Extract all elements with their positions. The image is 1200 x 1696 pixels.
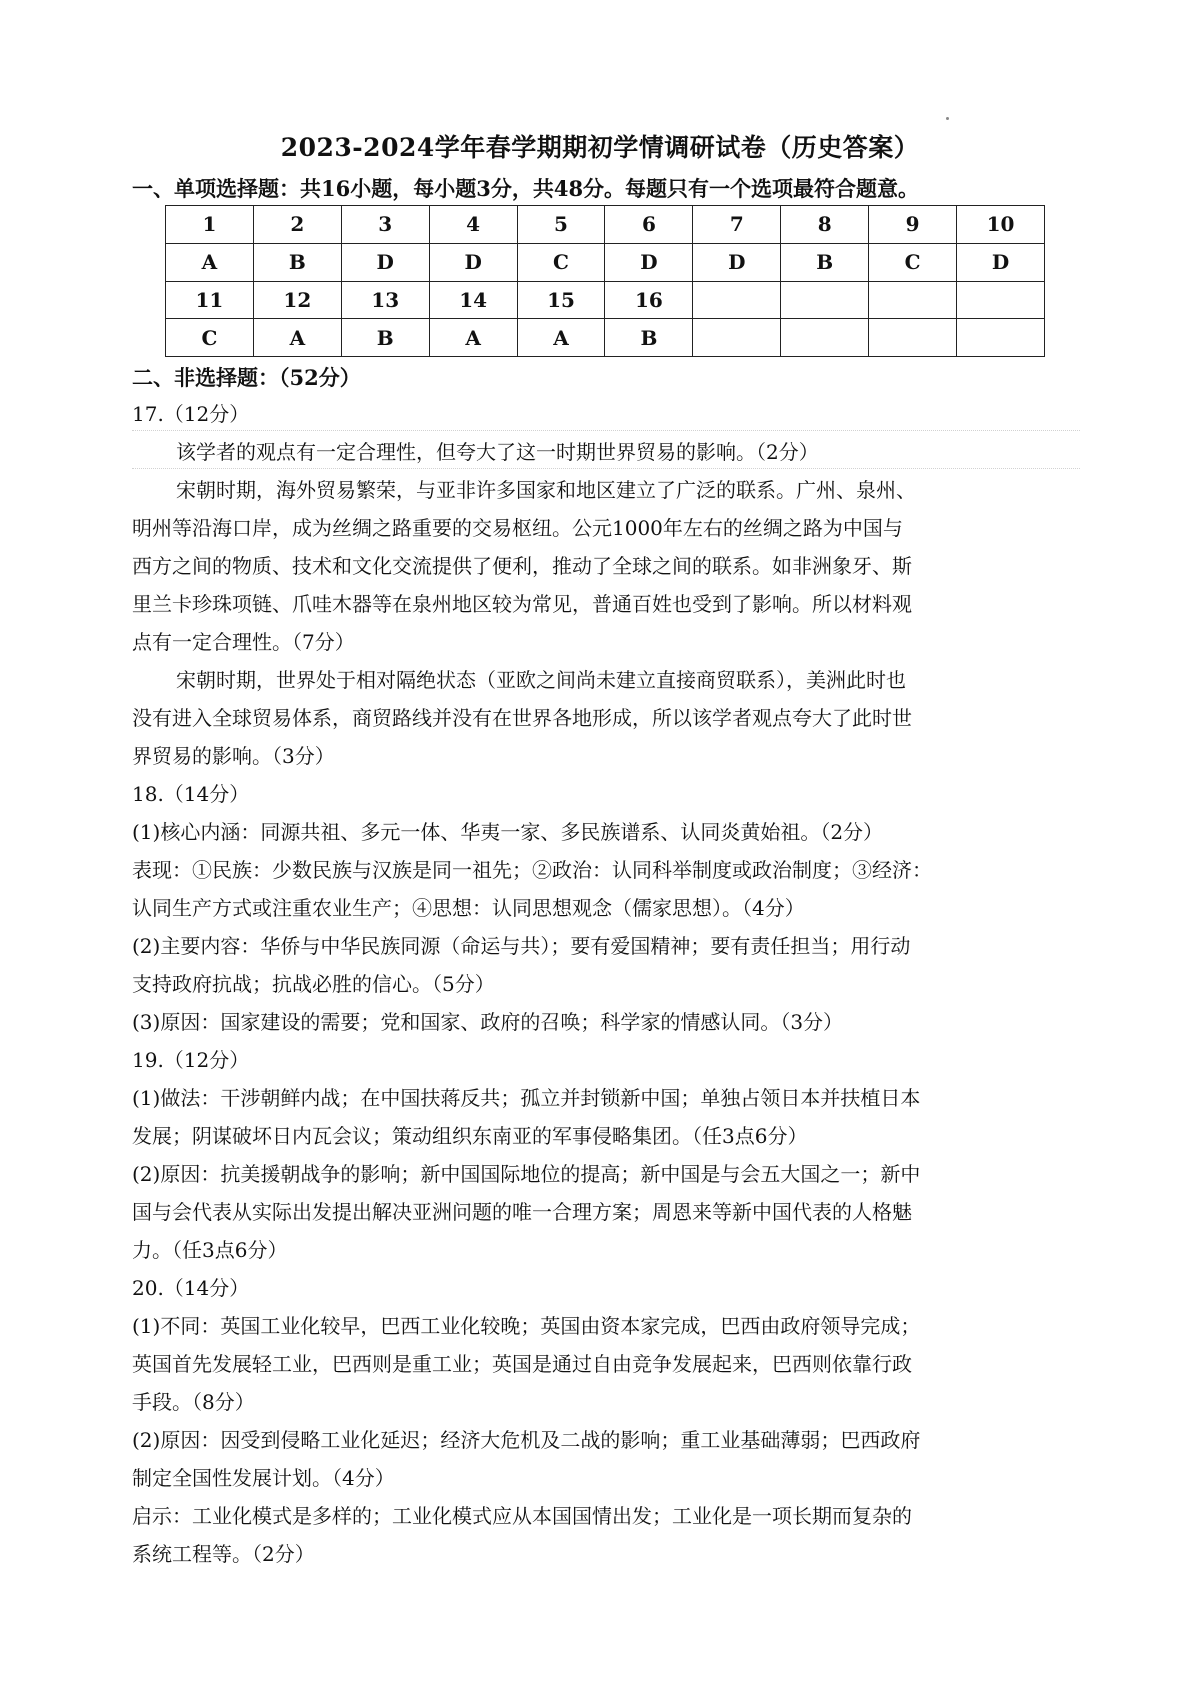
answer-line: 西方之间的物质、技术和文化交流提供了便利，推动了全球之间的联系。如非洲象牙、斯 [132, 554, 912, 578]
answer-line: (1)不同：英国工业化较早，巴西工业化较晚；英国由资本家完成，巴西由政府领导完成； [132, 1314, 921, 1338]
answer-line: 界贸易的影响。（3分） [132, 744, 335, 768]
table-cell: A [253, 319, 341, 357]
table-cell: 9 [869, 206, 957, 244]
table-cell [781, 319, 869, 357]
table-cell: 7 [693, 206, 781, 244]
table-cell [957, 281, 1045, 319]
answer-line: 明州等沿海口岸，成为丝绸之路重要的交易枢纽。公元1000年左右的丝绸之路为中国与 [132, 516, 903, 540]
table-cell: C [869, 243, 957, 281]
table-cell: D [693, 243, 781, 281]
question-19-heading: 19.（12分） [132, 1048, 250, 1072]
table-cell: 10 [957, 206, 1045, 244]
table-cell: B [341, 319, 429, 357]
answer-line: 宋朝时期，世界处于相对隔绝状态（亚欧之间尚未建立直接商贸联系），美洲此时也 [176, 668, 906, 692]
table-cell: C [517, 243, 605, 281]
answer-line: 力。（任3点6分） [132, 1238, 288, 1262]
answer-line: 宋朝时期，海外贸易繁荣，与亚非许多国家和地区建立了广泛的联系。广州、泉州、 [176, 478, 916, 502]
answer-line: 认同生产方式或注重农业生产；④思想：认同思想观念（儒家思想）。（4分） [132, 896, 805, 920]
table-cell: B [605, 319, 693, 357]
table-row [166, 243, 1045, 281]
table-cell: A [517, 319, 605, 357]
section-1-heading: 一、单项选择题：共16小题，每小题3分，共48分。每题只有一个选项最符合题意。 [132, 176, 920, 201]
answer-line: 启示：工业化模式是多样的；工业化模式应从本国国情出发；工业化是一项长期而复杂的 [132, 1504, 912, 1528]
answer-table [165, 205, 1045, 357]
answer-line: 国与会代表从实际出发提出解决亚洲问题的唯一合理方案；周恩来等新中国代表的人格魅 [132, 1200, 912, 1224]
answer-line: 没有进入全球贸易体系，商贸路线并没有在世界各地形成，所以该学者观点夸大了此时世 [132, 706, 912, 730]
answer-line: (3)原因：国家建设的需要；党和国家、政府的召唤；科学家的情感认同。（3分） [132, 1010, 844, 1034]
table-cell: 2 [253, 206, 341, 244]
table-cell: 12 [253, 281, 341, 319]
scan-speck [946, 117, 949, 120]
table-cell: 15 [517, 281, 605, 319]
answer-line: (2)原因：抗美援朝战争的影响；新中国国际地位的提高；新中国是与会五大国之一；新中 [132, 1162, 921, 1186]
answer-line: 里兰卡珍珠项链、爪哇木器等在泉州地区较为常见，普通百姓也受到了影响。所以材料观 [132, 592, 912, 616]
table-cell: A [429, 319, 517, 357]
table-cell [781, 281, 869, 319]
table-cell: B [781, 243, 869, 281]
answer-line: (2)主要内容：华侨与中华民族同源（命运与共）；要有爱国精神；要有责任担当；用行动 [132, 934, 911, 958]
page-title: 2023-2024学年春学期期初学情调研试卷（历史答案） [280, 133, 920, 162]
table-cell: 16 [605, 281, 693, 319]
table-cell: D [429, 243, 517, 281]
answer-line: (1)做法：干涉朝鲜内战；在中国扶蒋反共；孤立并封锁新中国；单独占领日本并扶植日本 [132, 1086, 921, 1110]
question-17-heading: 17.（12分） [132, 402, 250, 426]
table-cell: 14 [429, 281, 517, 319]
answer-line: (2)原因：因受到侵略工业化延迟；经济大危机及二战的影响；重工业基础薄弱；巴西政府 [132, 1428, 921, 1452]
table-cell: 4 [429, 206, 517, 244]
table-cell: D [605, 243, 693, 281]
answer-line: 制定全国性发展计划。（4分） [132, 1466, 395, 1490]
table-cell: 3 [341, 206, 429, 244]
table-cell: 5 [517, 206, 605, 244]
table-cell: C [166, 319, 254, 357]
table-cell: 1 [166, 206, 254, 244]
table-cell: D [341, 243, 429, 281]
table-cell [693, 281, 781, 319]
table-cell: 13 [341, 281, 429, 319]
table-row [166, 206, 1045, 244]
question-20-heading: 20.（14分） [132, 1276, 250, 1300]
table-cell [869, 281, 957, 319]
table-cell: 8 [781, 206, 869, 244]
table-cell: 6 [605, 206, 693, 244]
table-cell: A [166, 243, 254, 281]
answer-line: 发展；阴谋破坏日内瓦会议；策动组织东南亚的军事侵略集团。（任3点6分） [132, 1124, 808, 1148]
answer-line: 英国首先发展轻工业，巴西则是重工业；英国是通过自由竞争发展起来，巴西则依靠行政 [132, 1352, 912, 1376]
table-row [166, 281, 1045, 319]
answer-line: 手段。（8分） [132, 1390, 255, 1414]
table-cell [693, 319, 781, 357]
answer-line: 系统工程等。（2分） [132, 1542, 315, 1566]
answer-line: 表现：①民族：少数民族与汉族是同一祖先；②政治：认同科举制度或政治制度；③经济： [132, 858, 932, 882]
question-18-heading: 18.（14分） [132, 782, 250, 806]
answer-line: (1)核心内涵：同源共祖、多元一体、华夷一家、多民族谱系、认同炎黄始祖。（2分） [132, 820, 884, 844]
answer-line: 该学者的观点有一定合理性，但夸大了这一时期世界贸易的影响。（2分） [176, 440, 819, 464]
section-2-heading: 二、非选择题：（52分） [132, 365, 361, 390]
table-cell [957, 319, 1045, 357]
table-cell: D [957, 243, 1045, 281]
dotted-divider [132, 468, 1080, 469]
table-cell: B [253, 243, 341, 281]
table-cell: 11 [166, 281, 254, 319]
table-cell [869, 319, 957, 357]
answer-line: 点有一定合理性。（7分） [132, 630, 355, 654]
answer-line: 支持政府抗战；抗战必胜的信心。（5分） [132, 972, 495, 996]
table-row [166, 319, 1045, 357]
dotted-divider [132, 430, 1080, 431]
